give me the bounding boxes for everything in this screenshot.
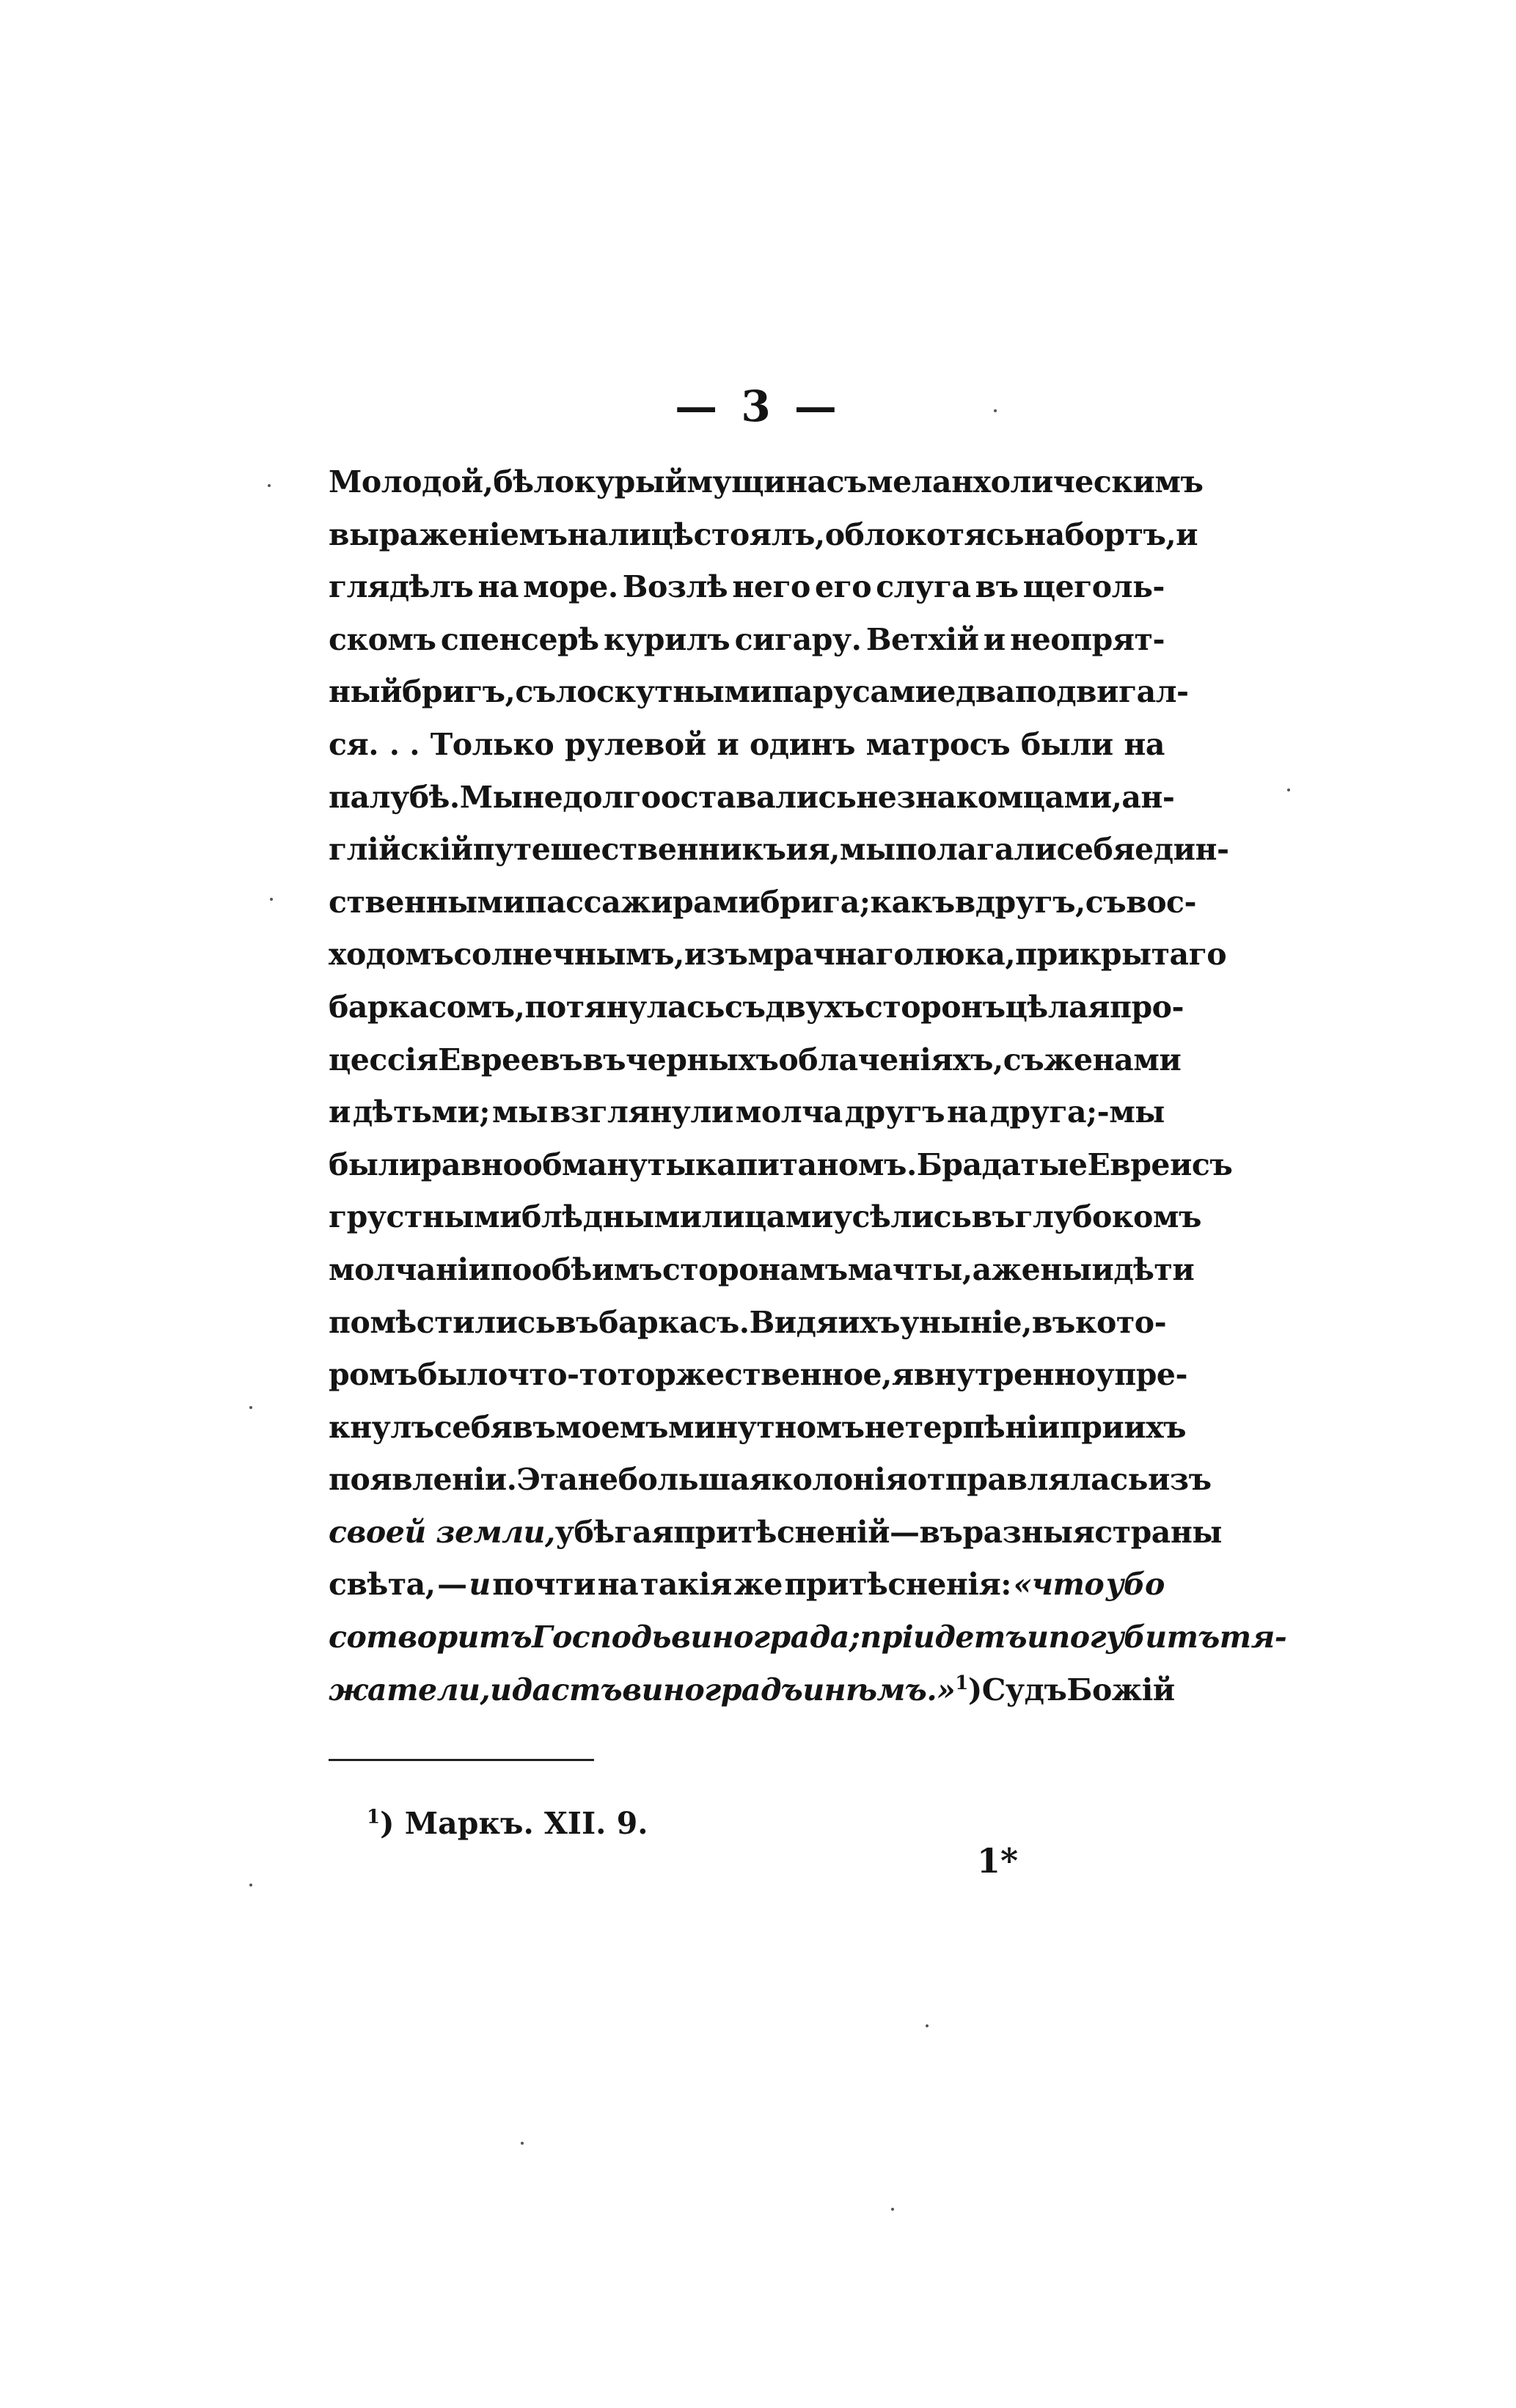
word: съ bbox=[1191, 1146, 1233, 1182]
word: мущина bbox=[686, 464, 827, 499]
text-line bbox=[329, 1664, 1175, 1717]
word: съ bbox=[724, 989, 766, 1025]
word: сотворитъ bbox=[329, 1620, 532, 1655]
word: ходомъ bbox=[329, 937, 454, 973]
word: меланхолическимъ bbox=[866, 464, 1204, 499]
text-line bbox=[329, 981, 1184, 1034]
word: недолго bbox=[522, 779, 661, 815]
word: убо bbox=[1105, 1567, 1165, 1603]
word: ан- bbox=[1121, 779, 1175, 815]
word: баркасъ. bbox=[598, 1304, 750, 1340]
word: прикрытаго bbox=[1015, 937, 1227, 973]
word: оставались bbox=[660, 779, 857, 815]
text-line bbox=[329, 561, 1165, 614]
word: пассажирами bbox=[524, 884, 761, 920]
word: бортъ, bbox=[1064, 516, 1176, 552]
text-line bbox=[329, 614, 1165, 667]
word: Евреевъ bbox=[438, 1042, 583, 1077]
word: инѣмъ.» bbox=[802, 1672, 956, 1708]
word: блѣдными bbox=[521, 1199, 702, 1235]
word: черныхъ bbox=[626, 1042, 779, 1077]
word: при bbox=[1059, 1409, 1124, 1445]
word: появленіи. bbox=[329, 1462, 517, 1498]
word: молчаніи bbox=[329, 1251, 491, 1287]
word: ихъ bbox=[1124, 1409, 1187, 1445]
word: и bbox=[786, 832, 808, 868]
word: Ветхій bbox=[865, 621, 979, 657]
word: минутномъ bbox=[668, 1409, 865, 1445]
word: Возлѣ bbox=[622, 569, 728, 605]
text-line bbox=[329, 1559, 1165, 1611]
scan-speck bbox=[249, 1884, 252, 1886]
word: обѣимъ bbox=[531, 1251, 662, 1287]
text-line bbox=[329, 1454, 1212, 1507]
word: изъ bbox=[684, 937, 748, 973]
word: на bbox=[947, 1094, 988, 1130]
word: обмануты bbox=[522, 1146, 695, 1182]
text-line bbox=[329, 1086, 1165, 1139]
word: путешественникъ bbox=[472, 832, 786, 868]
text-line bbox=[329, 509, 1198, 562]
word: Только bbox=[430, 726, 554, 762]
word: я, bbox=[808, 832, 840, 868]
word: упре- bbox=[1095, 1357, 1188, 1393]
word: выраженіемъ bbox=[329, 516, 568, 552]
word: а bbox=[972, 1251, 992, 1287]
word: неопрят- bbox=[1010, 621, 1165, 657]
word: уныніе, bbox=[900, 1304, 1032, 1340]
word: слуга bbox=[876, 569, 971, 605]
word: по bbox=[490, 1251, 532, 1287]
word: грустными bbox=[329, 1199, 522, 1235]
word: и bbox=[490, 1672, 512, 1708]
word: и bbox=[983, 621, 1006, 657]
word: Мы bbox=[459, 779, 523, 815]
word: Судъ bbox=[981, 1672, 1067, 1708]
word: и bbox=[1091, 1251, 1114, 1287]
text-line bbox=[329, 1191, 1201, 1244]
word: ся. bbox=[329, 726, 379, 762]
word: кнулъ bbox=[329, 1409, 434, 1445]
word: помѣстились bbox=[329, 1304, 556, 1340]
word: жатели, bbox=[329, 1672, 491, 1708]
word: ственными bbox=[329, 884, 525, 920]
word: Брадатые bbox=[916, 1146, 1088, 1182]
scan-speck bbox=[994, 409, 997, 412]
word: сторонамъ bbox=[662, 1251, 848, 1287]
body-text bbox=[329, 456, 1287, 1716]
word: матросъ bbox=[865, 726, 1011, 762]
word: торжественное, bbox=[617, 1357, 892, 1393]
word: молча bbox=[735, 1094, 843, 1130]
word: въ bbox=[582, 1042, 626, 1077]
word: на bbox=[567, 516, 609, 552]
word: винограда; bbox=[670, 1620, 860, 1655]
word: вос- bbox=[1126, 884, 1197, 920]
footnote-text: ) Маркъ. XII. 9. bbox=[380, 1806, 648, 1841]
scan-speck bbox=[521, 2142, 524, 2145]
word: море. bbox=[523, 569, 618, 605]
word: что-то bbox=[507, 1357, 618, 1393]
word: я bbox=[891, 1357, 914, 1393]
word: двухъ bbox=[765, 989, 865, 1025]
word: капитаномъ. bbox=[695, 1146, 917, 1182]
word: облаченіяхъ, bbox=[778, 1042, 1003, 1077]
word: Эта bbox=[516, 1462, 578, 1498]
word: какъ bbox=[870, 884, 955, 920]
word: страны bbox=[1094, 1514, 1222, 1550]
word: «что bbox=[1013, 1567, 1105, 1603]
word: дѣтьми; bbox=[352, 1094, 490, 1130]
word: женами bbox=[1044, 1042, 1182, 1077]
word: равно bbox=[420, 1146, 523, 1182]
word: были bbox=[329, 1146, 421, 1182]
word: съ bbox=[515, 674, 556, 710]
word: дастъ bbox=[511, 1672, 623, 1708]
word: Господь bbox=[532, 1620, 671, 1655]
word: усѣлись bbox=[832, 1199, 972, 1235]
word: Молодой, bbox=[329, 464, 494, 499]
text-line bbox=[329, 1034, 1182, 1087]
word: дѣти bbox=[1113, 1251, 1195, 1287]
text-line bbox=[329, 824, 1229, 877]
word: кото- bbox=[1074, 1304, 1167, 1340]
text-line bbox=[329, 1611, 1287, 1664]
word: — bbox=[437, 1567, 467, 1603]
text-line bbox=[329, 456, 1204, 509]
word: полагали bbox=[895, 832, 1057, 868]
word: были bbox=[1020, 726, 1113, 762]
word: притѣсненія: bbox=[784, 1567, 1011, 1603]
text-line bbox=[329, 666, 1189, 719]
word: пріидетъ bbox=[860, 1620, 1028, 1655]
word: палубѣ. bbox=[329, 779, 460, 815]
word: брига; bbox=[760, 884, 871, 920]
word: лицѣ bbox=[608, 516, 694, 552]
word: друга;-мы bbox=[989, 1094, 1165, 1130]
word: баркасомъ, bbox=[329, 989, 525, 1025]
word: внутренно bbox=[913, 1357, 1096, 1393]
word: и bbox=[329, 1094, 351, 1130]
word: въ bbox=[555, 1304, 599, 1340]
word: колонія bbox=[771, 1462, 908, 1498]
scan-speck bbox=[1287, 788, 1290, 791]
word: солнечнымъ, bbox=[453, 937, 684, 973]
word: погубитъ bbox=[1048, 1620, 1220, 1655]
word: небольшая bbox=[577, 1462, 772, 1498]
word: моемъ bbox=[555, 1409, 668, 1445]
word: едва bbox=[937, 674, 1015, 710]
word: и bbox=[1027, 1620, 1049, 1655]
scan-speck bbox=[270, 898, 273, 901]
signature-mark: 1* bbox=[977, 1841, 1019, 1881]
page-number: — 3 — bbox=[675, 381, 841, 431]
word: спенсерѣ bbox=[440, 621, 599, 657]
footnote-mark: 1 bbox=[367, 1806, 381, 1829]
word: мы bbox=[839, 832, 896, 868]
text-line bbox=[329, 1244, 1195, 1297]
word: бѣлокурый bbox=[493, 464, 687, 499]
word: глубокомъ bbox=[1014, 1199, 1201, 1235]
word: сигару. bbox=[734, 621, 862, 657]
text-line bbox=[329, 719, 1165, 772]
scan-speck bbox=[891, 2208, 894, 2211]
word: лицами bbox=[701, 1199, 833, 1235]
word: жены bbox=[991, 1251, 1092, 1287]
word: было bbox=[417, 1357, 508, 1393]
word: глійскій bbox=[329, 832, 473, 868]
word: него bbox=[732, 569, 810, 605]
word: Видя bbox=[749, 1304, 838, 1340]
word: въ bbox=[512, 1409, 556, 1445]
word: лоскутными bbox=[555, 674, 772, 710]
word: скомъ bbox=[329, 621, 436, 657]
word: глядѣлъ bbox=[329, 569, 474, 605]
word: съ bbox=[1003, 1042, 1044, 1077]
footnote-reference: 1) bbox=[955, 1672, 982, 1708]
footnote bbox=[367, 1806, 648, 1841]
word: парусами bbox=[772, 674, 937, 710]
word: облокотясь bbox=[824, 516, 1025, 552]
word: отправлялась bbox=[907, 1462, 1148, 1498]
scan-speck bbox=[926, 2024, 929, 2027]
word: въ bbox=[1031, 1304, 1075, 1340]
word: мачты, bbox=[847, 1251, 973, 1287]
word: свѣта, bbox=[329, 1567, 436, 1603]
word: . . bbox=[389, 726, 420, 762]
word: подвигал- bbox=[1014, 674, 1189, 710]
word: стоялъ, bbox=[693, 516, 825, 552]
word: почти bbox=[492, 1567, 596, 1603]
word: въ bbox=[975, 569, 1019, 605]
word: люка, bbox=[913, 937, 1016, 973]
scan-speck bbox=[249, 1406, 252, 1409]
word: и bbox=[469, 1567, 491, 1603]
text-line bbox=[329, 1349, 1188, 1402]
text-line bbox=[329, 1297, 1165, 1350]
word: другъ bbox=[844, 1094, 945, 1130]
text-line bbox=[329, 1402, 1187, 1454]
word: на bbox=[1124, 726, 1165, 762]
word: нетерпѣніи bbox=[864, 1409, 1060, 1445]
word: вдругъ, bbox=[954, 884, 1085, 920]
word: Божій bbox=[1066, 1672, 1175, 1708]
word: себя bbox=[433, 1409, 513, 1445]
word: взглянули bbox=[549, 1094, 733, 1130]
word: притѣсненій—въ bbox=[673, 1514, 963, 1550]
word: виноградъ bbox=[622, 1672, 803, 1708]
word: же bbox=[733, 1567, 783, 1603]
word: мрачнаго bbox=[747, 937, 914, 973]
word: курилъ bbox=[603, 621, 730, 657]
word: на bbox=[477, 569, 519, 605]
word: щеголь- bbox=[1022, 569, 1165, 605]
word: потянулась bbox=[524, 989, 725, 1025]
word: ромъ bbox=[329, 1357, 418, 1393]
word: на bbox=[1024, 516, 1065, 552]
word: цессія bbox=[329, 1042, 439, 1077]
word: бригъ, bbox=[402, 674, 516, 710]
word: съ bbox=[1085, 884, 1127, 920]
word: и bbox=[717, 726, 739, 762]
word: про- bbox=[1109, 989, 1184, 1025]
word: его bbox=[815, 569, 872, 605]
word: такія bbox=[640, 1567, 732, 1603]
word: въ bbox=[971, 1199, 1015, 1235]
word: рулевой bbox=[564, 726, 706, 762]
word: тя- bbox=[1219, 1620, 1287, 1655]
scan-speck bbox=[268, 484, 271, 487]
text-line bbox=[329, 1139, 1233, 1192]
word: одинъ bbox=[749, 726, 855, 762]
word: убѣгая bbox=[554, 1514, 674, 1550]
footnote-rule bbox=[329, 1759, 594, 1761]
word: своей земли, bbox=[329, 1514, 555, 1550]
word: себя bbox=[1056, 832, 1135, 868]
word: Евреи bbox=[1087, 1146, 1192, 1182]
text-line bbox=[329, 877, 1197, 929]
word: сторонъ bbox=[864, 989, 1006, 1025]
word: един- bbox=[1135, 832, 1229, 868]
text-line bbox=[329, 772, 1175, 824]
word: незнакомцами, bbox=[856, 779, 1122, 815]
word: мы bbox=[491, 1094, 548, 1130]
word: на bbox=[597, 1567, 639, 1603]
word: ихъ bbox=[838, 1304, 901, 1340]
word: цѣлая bbox=[1005, 989, 1110, 1025]
word: разныя bbox=[962, 1514, 1095, 1550]
word: и bbox=[1176, 516, 1198, 552]
word: съ bbox=[826, 464, 867, 499]
word: ный bbox=[329, 674, 403, 710]
text-line bbox=[329, 1507, 1222, 1559]
word: изъ bbox=[1148, 1462, 1212, 1498]
text-line bbox=[329, 929, 1227, 981]
